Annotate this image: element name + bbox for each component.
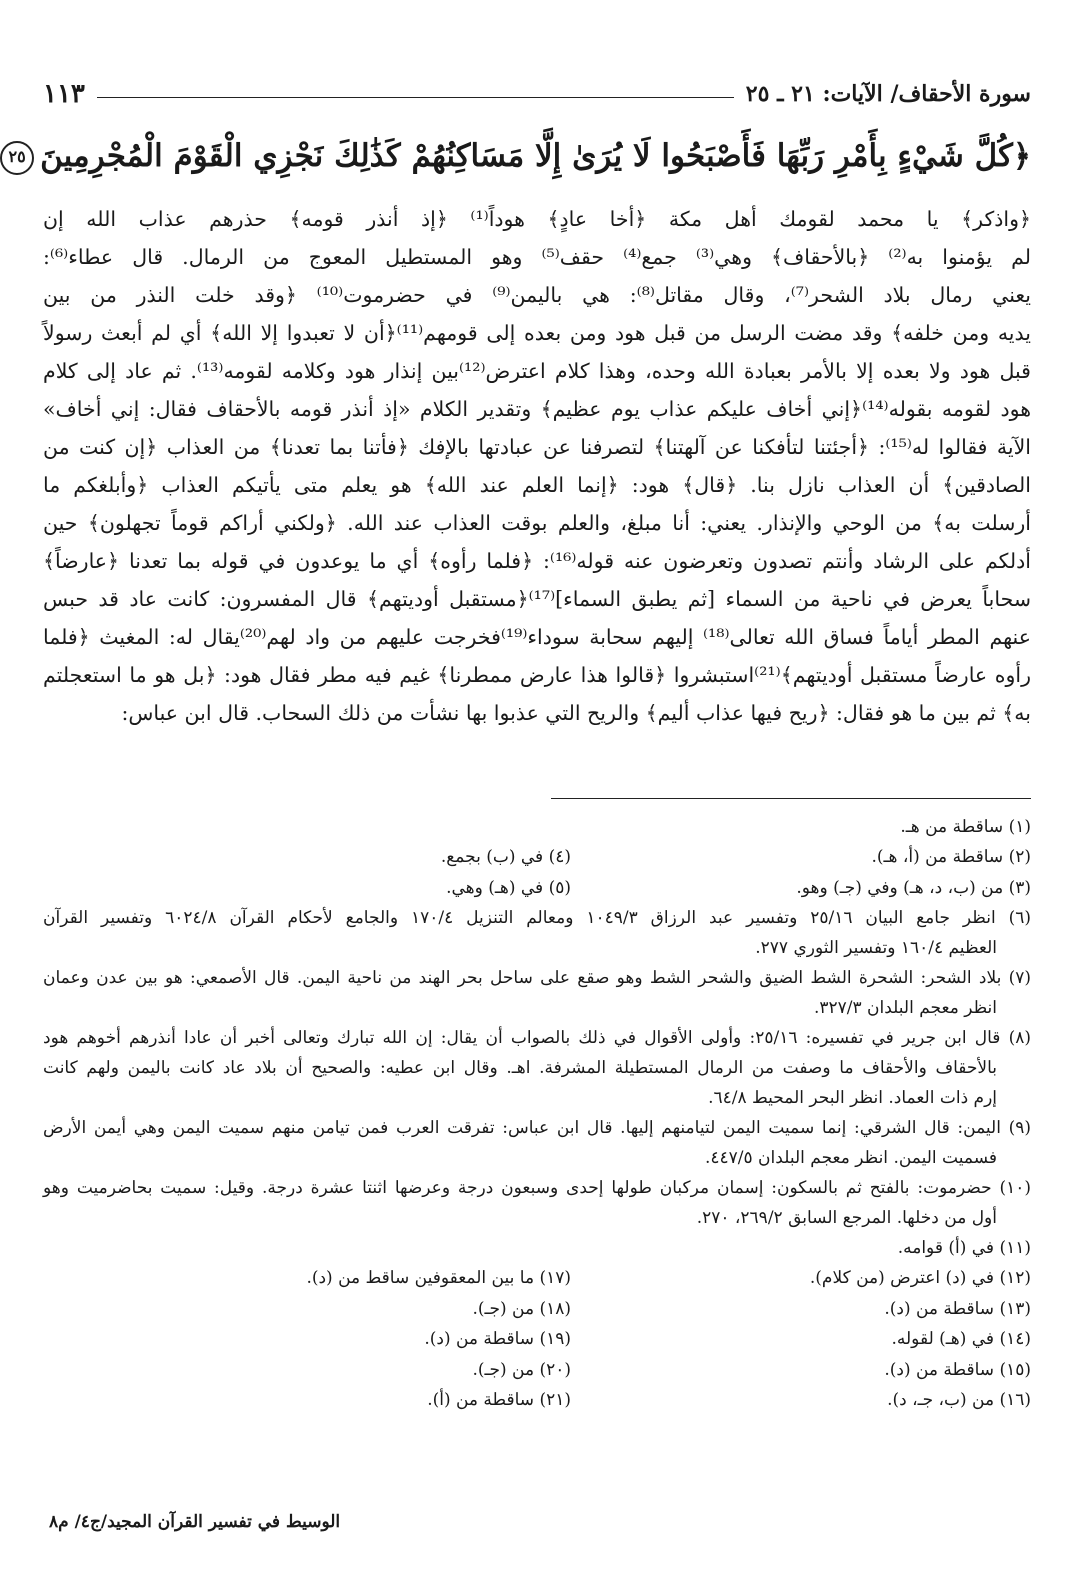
- footnote: (١٧) ما بين المعقوفين ساقط من (د).: [306, 1268, 571, 1288]
- footnote-row: [43, 842, 1031, 873]
- body-line: رأوه عارضاً مستقبل أوديتهم﴾⁽²¹⁾استبشروا ﴿قالوا هذا عارض ممطرنا﴾ غيم فيه مطر فقال هود: ﴿بل هو ما استعجلتم: [43, 663, 1031, 687]
- header-rule: [97, 97, 734, 98]
- verse-text: ﴿كُلَّ شَيْءٍ بِأَمْرِ رَبِّهَا فَأَصْبَحُوا لَا يُرَىٰ إِلَّا مَسَاكِنُهُمْ كَذَٰلِكَ نَجْزِي الْقَوْمَ الْمُجْرِمِينَ: [40, 138, 1031, 174]
- body-line: هود لقومه بقوله⁽¹⁴⁾﴿إني أخاف عليكم عذاب يوم عظيم﴾ وتقدير الكلام «إذ أنذر قومه بالأحقاف فقال: إني أخاف»: [43, 397, 1031, 421]
- footnotes: [43, 812, 1031, 1416]
- body-line: سحاباً يعرض في ناحية من السماء [ثم يطبق السماء]⁽¹⁷⁾﴿مستقبل أوديتهم﴾ قال المفسرون: كانت عاد قد حبس: [43, 587, 1031, 611]
- footnote-continuation: بالأحقاف والأحقاف ما وصفت من الرمال المستطيلة المشرفة. اهـ. وقال ابن عطيه: والصحيح أن بلاد عاد كانت باليمن ولهم كانت: [43, 1058, 997, 1078]
- footnote: (١٩) ساقطة من (د).: [424, 1329, 571, 1349]
- tafsir-body: [43, 200, 1031, 732]
- surah-title: سورة الأحقاف/ الآيات: ٢١ ـ ٢٥: [745, 81, 1031, 107]
- body-line: ﴿واذكر﴾ يا محمد لقومك أهل مكة ﴿أخا عادٍ﴾ هوداً⁽¹⁾ ﴿إذ أنذر قومه﴾ حذرهم عذاب الله إن: [43, 207, 1031, 231]
- body-line: أدلكم على الرشاد وأنتم تصدون وتعرضون عنه قوله⁽¹⁶⁾: ﴿فلما رأوه﴾ أي ما يوعدون في قوله بما تعدنا ﴿عارضاً﴾: [43, 549, 1031, 573]
- footnote-row: [43, 873, 1031, 904]
- footnote: (١٤) في (هـ) لقوله.: [891, 1329, 1031, 1349]
- footnote: (١٥) ساقطة من (د).: [884, 1359, 1031, 1380]
- footnote: (١١) في (أ) قوامه.: [897, 1238, 1031, 1258]
- body-line: الصادقين﴾ أن العذاب نازل بنا. ﴿قال﴾ هود: ﴿إنما العلم عند الله﴾ هو يعلم متى يأتيكم العذاب ﴿وأبلغكم ما: [43, 473, 1031, 497]
- page-number: ١١٣: [43, 79, 85, 109]
- footnote: (٤) في (ب) بجمع.: [440, 847, 571, 867]
- footnote: (٢) ساقطة من (أ، هـ).: [871, 847, 1031, 867]
- footnote: (٧) بلاد الشحر: الشحرة الشط الضيق والشحر الشط وهو صقع على ساحل بحر الهند من ناحية اليمن. قال الأصمعي: هو بين عدن وعمان: [43, 968, 1031, 988]
- body-line: قبل هود ولا بعده إلا بالأمر بعبادة الله وحده، وهذا كلام اعترض⁽¹²⁾بين إنذار هود وكلامه لقومه⁽¹³⁾. ثم عاد إلى كلام: [43, 359, 1031, 383]
- quran-verse: [8, 128, 1031, 184]
- verse-number-mark: ٢٥: [0, 141, 34, 175]
- body-line: الآية فقالوا له⁽¹⁵⁾: ﴿أجئتنا لتأفكنا عن آلهتنا﴾ لتصرفنا عن عبادتها بالإفك ﴿فأتنا بما تعدنا﴾ من العذاب ﴿إن كنت من: [43, 435, 1031, 459]
- body-line: لم يؤمنوا به⁽²⁾ ﴿بالأحقاف﴾ وهي⁽³⁾ جمع⁽⁴⁾ حقف⁽⁵⁾ وهو المستطيل المعوج من الرمال. قال عطاء⁽⁶⁾:: [43, 245, 1031, 269]
- footnote-continuation: انظر معجم البلدان ٣٢٧/٣.: [813, 998, 997, 1018]
- footnote: (١) ساقطة من هـ.: [900, 817, 1031, 837]
- body-line: به﴾ ثم بين ما هو فقال: ﴿ريح فيها عذاب أليم﴾ والريح التي عذبوا بها نشأت من ذلك السحاب. قال ابن عباس:: [121, 701, 1031, 725]
- footnote-row: [43, 1263, 1031, 1294]
- footnote-continuation: فسميت اليمن. انظر معجم البلدان ٤٤٧/٥.: [704, 1148, 997, 1168]
- footnote: (١٦) من (ب، جـ، د).: [887, 1390, 1031, 1410]
- body-line: يديه ومن خلفه﴾ وقد مضت الرسل من قبل هود ومن بعده إلى قومهم⁽¹¹⁾﴿أن لا تعبدوا إلا الله﴾ أي لم أبعث رسولاً: [43, 321, 1031, 345]
- footnote: (١٢) في (د) اعترض (من كلام).: [809, 1268, 1031, 1288]
- page-header: [43, 78, 1031, 110]
- footnote-row: [43, 1294, 1031, 1325]
- page: [9, 0, 1065, 1575]
- footnote-continuation: إرم ذات العماد. انظر البحر المحيط ٦٤/٨.: [708, 1088, 997, 1108]
- footnote: (١٠) حضرموت: بالفتح ثم بالسكون: إسمان مركبان طولها إحدى وسبعون درجة وعرضها اثنتا عشرة درجة. وقيل: سميت بحاضرميت وهو: [43, 1178, 1031, 1198]
- footnote-row: [43, 1324, 1031, 1355]
- footnote-continuation: العظيم ١٦٠/٤ وتفسير الثوري ٢٧٧.: [755, 938, 997, 958]
- body-line: يعني رمال بلاد الشحر⁽⁷⁾، وقال مقاتل⁽⁸⁾: هي باليمن⁽⁹⁾ في حضرموت⁽¹⁰⁾ ﴿وقد خلت النذر من بين: [43, 283, 1031, 307]
- body-line: عنهم المطر أياماً فساق الله تعالى⁽¹⁸⁾ إليهم سحابة سوداء⁽¹⁹⁾فخرجت عليهم من واد لهم⁽²⁰⁾يقال له: المغيث ﴿فلما: [43, 625, 1031, 649]
- footnote: (٩) اليمن: قال الشرقي: إنما سميت اليمن لتيامنهم إليها. قال ابن عباس: تفرقت العرب فمن تيامن منهم سميت اليمن وهي أيمن الأرض: [43, 1118, 1031, 1138]
- book-footer: الوسيط في تفسير القرآن المجيد/ج٤/ م٨: [49, 1512, 341, 1532]
- footnote: (٦) انظر جامع البيان ٢٥/١٦ وتفسير عبد الرزاق ١٠٤٩/٣ ومعالم التنزيل ١٧٠/٤ والجامع لأحكام القرآن ٦٠٢٤/٨ وتفسير القرآن: [43, 908, 1031, 928]
- footnote: (١٨) من (جـ).: [472, 1298, 571, 1319]
- footnote: (٨) قال ابن جرير في تفسيره: ٢٥/١٦: وأولى الأقوال في ذلك بالصواب أن يقال: إن الله تبارك وتعالى أخبر أن عادا أنذرهم أخوهم هود: [43, 1028, 1032, 1048]
- footnote: (٢١) ساقطة من (أ).: [427, 1390, 571, 1410]
- footnote: (٢٠) من (جـ).: [472, 1359, 571, 1380]
- footnote-continuation: أول من دخلها. المرجع السابق ٢٦٩/٢، ٢٧٠.: [696, 1208, 997, 1228]
- footnote-row: [43, 1355, 1031, 1386]
- footnote-row: [43, 1385, 1031, 1416]
- footnote-divider: [551, 798, 1031, 799]
- footnote: (١٣) ساقطة من (د).: [884, 1298, 1031, 1319]
- footnote: (٥) في (هـ) وهي.: [446, 877, 571, 898]
- footnote: (٣) من (ب، د، هـ) وفي (جـ) وهو.: [796, 877, 1031, 898]
- body-line: أرسلت به﴾ من الوحي والإنذار. يعني: أنا مبلغ، والعلم بوقت العذاب عند الله. ﴿ولكني أراكم قوماً تجهلون﴾ حين: [43, 511, 1031, 535]
